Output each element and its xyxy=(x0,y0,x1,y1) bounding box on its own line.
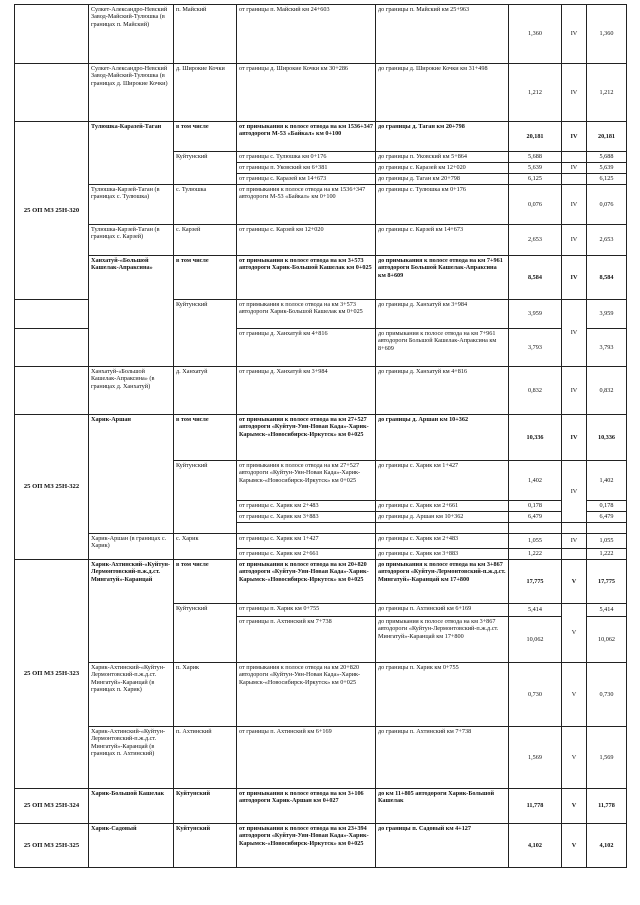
category-cell xyxy=(562,152,587,163)
table-row xyxy=(15,824,627,868)
length-cell: 5,688 xyxy=(509,152,562,163)
road-name-cell: Харик-Ахтинский-«Куйтун-Лермонтовский-п.ж.д.ст. Мингатуй»-Каранцай (в границах п. Ахтинский) xyxy=(89,727,174,789)
segment-end-cell: до границы д. Ханхатуй км 3+984 xyxy=(376,300,509,329)
category-cell: V xyxy=(562,663,587,727)
road-name-cell: Ханхатуй-«Большой Кашелак-Апраксина» (в границах д. Ханхатуй) xyxy=(89,367,174,415)
road-register-table xyxy=(14,4,627,868)
category-cell: V xyxy=(562,560,587,604)
length-cell: 3,959 xyxy=(509,300,562,329)
total-length-cell: 3,959 xyxy=(587,300,627,329)
total-length-cell: 1,212 xyxy=(587,64,627,122)
table-row xyxy=(15,367,627,415)
segment-start-cell: от примыкания к полосе отвода на км 27+527 автодороги «Куйтун-Уян-Новая Када»-Харик-Карымск-«Новосибирск-Иркутск» км 0+025 xyxy=(237,415,376,461)
segment-end-cell: до границы п. Ахтинский км 7+738 xyxy=(376,727,509,789)
table-row xyxy=(15,256,627,300)
segment-start-cell: от границы п. Харик км 0+755 xyxy=(237,604,376,617)
total-length-cell: 20,181 xyxy=(587,122,627,152)
table-row xyxy=(15,5,627,64)
category-cell: IV xyxy=(562,367,587,415)
road-name-cell: Сулкет-Александро-Невский Завод-Майский-Тулюшка (в границах п. Майский) xyxy=(89,5,174,64)
segment-end-cell: до примыкания к полосе отвода на км 7+961 автодороги Большой Кашелак-Апраксина км 8+609 xyxy=(376,256,509,300)
settlement-cell: Куйтунский xyxy=(174,789,237,824)
segment-end-cell: до границы д. Аршан км 10+362 xyxy=(376,512,509,523)
length-cell: 8,584 xyxy=(509,256,562,300)
length-cell: 1,402 xyxy=(509,461,562,501)
category-cell: IV xyxy=(562,64,587,122)
total-length-cell: 8,584 xyxy=(587,256,627,300)
road-name-cell: Харик-Ахтинский-«Куйтун-Лермонтовский-п.ж.д.ст. Мингатуй»-Каранцай xyxy=(89,560,174,663)
settlement-cell: Куйтунский xyxy=(174,152,237,185)
length-cell: 11,778 xyxy=(509,789,562,824)
settlement-cell: д. Широкие Кочки xyxy=(174,64,237,122)
length-cell: 1,222 xyxy=(509,549,562,560)
total-length-cell xyxy=(587,523,627,534)
table-row xyxy=(15,185,627,225)
total-length-cell: 1,569 xyxy=(587,727,627,789)
table-row xyxy=(15,415,627,461)
settlement-cell: Куйтунский xyxy=(174,300,237,367)
length-cell: 1,569 xyxy=(509,727,562,789)
segment-start-cell: от примыкания к полосе отвода на км 27+527 автодороги «Куйтун-Уян-Новая Када»-Харик-Карымск-«Новосибирск-Иркутск» км 0+025 xyxy=(237,461,376,501)
road-name-cell: Тулюшка-Карзей-Таган (в границах с. Карзей) xyxy=(89,225,174,256)
total-length-cell: 0,730 xyxy=(587,663,627,727)
length-cell: 10,336 xyxy=(509,415,562,461)
segment-end-cell: до границы п. Майский км 25+963 xyxy=(376,5,509,64)
settlement-cell: п. Майский xyxy=(174,5,237,64)
category-cell: IV xyxy=(562,185,587,225)
category-cell: IV xyxy=(562,256,587,300)
segment-end-cell: до примыкания к полосе отвода на км 7+961 автодороги Большой Кашелак-Апраксина км 8+609 xyxy=(376,329,509,367)
length-cell: 17,775 xyxy=(509,560,562,604)
total-length-cell: 0,076 xyxy=(587,185,627,225)
road-code-cell xyxy=(15,367,89,415)
segment-end-cell: до границы п. Садовый км 4+127 xyxy=(376,824,509,868)
length-cell: 1,055 xyxy=(509,534,562,549)
category-cell: IV xyxy=(562,122,587,152)
category-cell xyxy=(562,523,587,534)
settlement-cell: Куйтунский xyxy=(174,824,237,868)
total-length-cell: 3,793 xyxy=(587,329,627,367)
segment-end-cell: до границы с. Харик км 3+883 xyxy=(376,549,509,560)
length-cell: 20,181 xyxy=(509,122,562,152)
settlement-cell: в том числе xyxy=(174,560,237,604)
settlement-cell: в том числе xyxy=(174,415,237,461)
segment-start-cell: от примыкания к полосе отвода на км 23+394 автодороги «Куйтун-Уян-Новая Када»-Харик-Карымск-«Новосибирск-Иркутск» км 0+025 xyxy=(237,824,376,868)
category-cell: IV xyxy=(562,300,587,367)
segment-start-cell: от границы с. Тулюшка км 0+176 xyxy=(237,152,376,163)
length-cell: 2,653 xyxy=(509,225,562,256)
road-name-cell: Харик-Аршан xyxy=(89,415,174,534)
total-length-cell: 4,102 xyxy=(587,824,627,868)
length-cell: 0,178 xyxy=(509,501,562,512)
settlement-cell: Куйтунский xyxy=(174,461,237,534)
total-length-cell: 2,653 xyxy=(587,225,627,256)
segment-start-cell: от примыкания к полосе отвода на км 3+106 автодороги Харик-Аршан км 0+027 xyxy=(237,789,376,824)
length-cell: 5,414 xyxy=(509,604,562,617)
road-name-cell: Харик-Аршан (в границах с. Харик) xyxy=(89,534,174,560)
road-code-cell xyxy=(15,329,89,367)
settlement-cell: д. Ханхатуй xyxy=(174,367,237,415)
segment-start-cell: от границы с. Харик км 2+661 xyxy=(237,549,376,560)
segment-end-cell: до границы п. Уковский км 5+864 xyxy=(376,152,509,163)
segment-start-cell: от границы д. Широкие Кочки км 30+286 xyxy=(237,64,376,122)
table-row xyxy=(15,225,627,256)
total-length-cell: 6,125 xyxy=(587,174,627,185)
total-length-cell: 0,832 xyxy=(587,367,627,415)
length-cell: 1,212 xyxy=(509,64,562,122)
settlement-cell: в том числе xyxy=(174,122,237,152)
road-name-cell: Сулкет-Александро-Невский Завод-Майский-Тулюшка (в границах д. Широкие Кочки) xyxy=(89,64,174,122)
length-cell: 5,639 xyxy=(509,163,562,174)
segment-end-cell xyxy=(376,523,509,534)
segment-start-cell xyxy=(237,523,376,534)
segment-end-cell: до границы с. Харик км 1+427 xyxy=(376,461,509,501)
segment-end-cell: до примыкания к полосе отвода на км 3+867 автодороги «Куйтун-Лермонтовский-п.ж.д.ст. Мингатуй»-Каранцай км 17+800 xyxy=(376,560,509,604)
segment-end-cell: до границы с. Харик км 2+661 xyxy=(376,501,509,512)
segment-start-cell: от примыкания к полосе отвода на км 3+573 автодороги Харик-Большой Кашелак км 0+025 xyxy=(237,300,376,329)
segment-start-cell: от границы п. Майский км 24+603 xyxy=(237,5,376,64)
category-cell xyxy=(562,549,587,560)
segment-start-cell: от границы д. Ханхатуй км 3+984 xyxy=(237,367,376,415)
road-code-cell: 25 ОП МЗ 25Н-324 xyxy=(15,789,89,824)
road-name-cell: Харик-Большой Кашелак xyxy=(89,789,174,824)
category-cell: IV xyxy=(562,461,587,523)
road-code-cell: 25 ОП МЗ 25Н-325 xyxy=(15,824,89,868)
segment-start-cell: от границы п. Ахтинский км 6+169 xyxy=(237,727,376,789)
length-cell: 1,360 xyxy=(509,5,562,64)
segment-start-cell: от примыкания к полосе отвода на км 3+573 автодороги Харик-Большой Кашелак км 0+025 xyxy=(237,256,376,300)
category-cell: V xyxy=(562,824,587,868)
length-cell: 0,076 xyxy=(509,185,562,225)
table-row xyxy=(15,727,627,789)
segment-start-cell: от границы с. Харик км 2+483 xyxy=(237,501,376,512)
road-register-page xyxy=(14,4,626,868)
total-length-cell: 5,639 xyxy=(587,163,627,174)
settlement-cell: п. Ахтинский xyxy=(174,727,237,789)
road-name-cell: Харик-Ахтинский-«Куйтун-Лермонтовский-п.ж.д.ст. Мингатуй»-Каранцай (в границах п. Харик) xyxy=(89,663,174,727)
settlement-cell: п. Харик xyxy=(174,663,237,727)
segment-start-cell: от границы с. Харик км 3+883 xyxy=(237,512,376,523)
table-row xyxy=(15,789,627,824)
segment-end-cell: до границы д. Таган км 20+798 xyxy=(376,122,509,152)
settlement-cell: с. Карзей xyxy=(174,225,237,256)
length-cell: 6,479 xyxy=(509,512,562,523)
total-length-cell: 5,414 xyxy=(587,604,627,617)
segment-start-cell: от границы д. Ханхатуй км 4+816 xyxy=(237,329,376,367)
category-cell: IV xyxy=(562,225,587,256)
segment-end-cell: до границы д. Ханхатуй км 4+816 xyxy=(376,367,509,415)
settlement-cell: с. Харик xyxy=(174,534,237,560)
segment-start-cell: от примыкания к полосе отвода на км 1536+347 автодороги М-53 «Байкал» км 0+100 xyxy=(237,122,376,152)
category-cell: IV xyxy=(562,415,587,461)
table-row xyxy=(15,663,627,727)
settlement-cell: Куйтунский xyxy=(174,604,237,663)
settlement-cell: в том числе xyxy=(174,256,237,300)
segment-end-cell: до примыкания к полосе отвода на км 3+867 автодороги «Куйтун-Лермонтовский-п.ж.д.ст. Мингатуй»-Каранцай км 17+800 xyxy=(376,617,509,663)
table-row xyxy=(15,560,627,604)
total-length-cell: 11,778 xyxy=(587,789,627,824)
total-length-cell: 6,479 xyxy=(587,512,627,523)
table-row xyxy=(15,534,627,549)
segment-start-cell: от границы с. Каразей км 14+673 xyxy=(237,174,376,185)
segment-end-cell: до границы п. Ахтинский км 6+169 xyxy=(376,604,509,617)
road-name-cell: Ханхатуй-«Большой Кашелак-Апраксина» xyxy=(89,256,174,367)
length-cell: 0,832 xyxy=(509,367,562,415)
category-cell: V xyxy=(562,604,587,663)
segment-end-cell: до границы с. Каразей км 12+020 xyxy=(376,163,509,174)
segment-start-cell: от границы с. Харик км 1+427 xyxy=(237,534,376,549)
total-length-cell: 1,360 xyxy=(587,5,627,64)
road-code-cell: 25 ОП МЗ 25Н-323 xyxy=(15,560,89,789)
category-cell: V xyxy=(562,727,587,789)
total-length-cell: 5,688 xyxy=(587,152,627,163)
road-code-cell xyxy=(15,300,89,329)
road-name-cell: Тулюшка-Каразей-Таган xyxy=(89,122,174,185)
settlement-cell: с. Тулюшка xyxy=(174,185,237,225)
road-code-cell: 25 ОП МЗ 25Н-322 xyxy=(15,415,89,560)
total-length-cell: 10,336 xyxy=(587,415,627,461)
table-row xyxy=(15,122,627,152)
road-code-cell xyxy=(15,64,89,122)
road-code-cell xyxy=(15,5,89,64)
length-cell: 6,125 xyxy=(509,174,562,185)
total-length-cell: 1,402 xyxy=(587,461,627,501)
segment-start-cell: от примыкания к полосе отвода на км 20+820 автодороги «Куйтун-Уян-Новая Када»-Харик-Карымск-«Новосибирск-Иркутск» км 0+025 xyxy=(237,560,376,604)
table-row xyxy=(15,64,627,122)
road-register-body xyxy=(15,5,627,868)
total-length-cell: 1,055 xyxy=(587,534,627,549)
segment-start-cell: от границы п. Уковский км 6+381 xyxy=(237,163,376,174)
total-length-cell: 1,222 xyxy=(587,549,627,560)
length-cell: 0,730 xyxy=(509,663,562,727)
segment-end-cell: до км 11+805 автодороги Харик-Большой Кашелак xyxy=(376,789,509,824)
length-cell: 10,062 xyxy=(509,617,562,663)
length-cell: 4,102 xyxy=(509,824,562,868)
segment-end-cell: до границы с. Харик км 2+483 xyxy=(376,534,509,549)
road-code-cell: 25 ОП МЗ 25Н-320 xyxy=(15,122,89,300)
category-cell xyxy=(562,174,587,185)
segment-end-cell: до границы д. Аршан км 10+362 xyxy=(376,415,509,461)
road-name-cell: Тулюшка-Карзей-Таган (в границах с. Тулюшка) xyxy=(89,185,174,225)
segment-start-cell: от примыкания к полосе отвода на км 1536+347 автодороги М-53 «Байкал» км 0+100 xyxy=(237,185,376,225)
segment-end-cell: до границы с. Карзей км 14+673 xyxy=(376,225,509,256)
category-cell: V xyxy=(562,789,587,824)
total-length-cell: 10,062 xyxy=(587,617,627,663)
segment-start-cell: от границы п. Ахтинский км 7+738 xyxy=(237,617,376,663)
road-name-cell: Харик-Садовый xyxy=(89,824,174,868)
length-cell xyxy=(509,523,562,534)
category-cell: IV xyxy=(562,534,587,549)
total-length-cell: 17,775 xyxy=(587,560,627,604)
total-length-cell: 0,178 xyxy=(587,501,627,512)
segment-start-cell: от примыкания к полосе отвода на км 20+820 автодороги «Куйтун-Уян-Новая Када»-Харик-Карымск-«Новосибирск-Иркутск» км 0+025 xyxy=(237,663,376,727)
category-cell: IV xyxy=(562,163,587,174)
length-cell: 3,793 xyxy=(509,329,562,367)
segment-end-cell: до границы с. Тулюшка км 0+176 xyxy=(376,185,509,225)
segment-end-cell: до границы д. Широкие Кочки км 31+498 xyxy=(376,64,509,122)
segment-end-cell: до границы п. Харик км 0+755 xyxy=(376,663,509,727)
category-cell: IV xyxy=(562,5,587,64)
segment-end-cell: до границы д. Таган км 20+798 xyxy=(376,174,509,185)
segment-start-cell: от границы с. Карзей км 12+020 xyxy=(237,225,376,256)
